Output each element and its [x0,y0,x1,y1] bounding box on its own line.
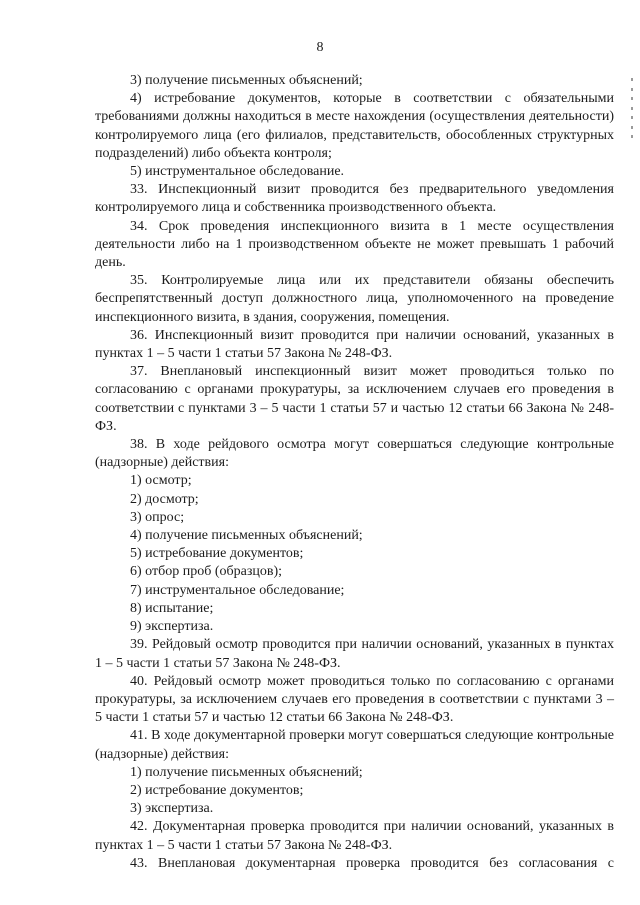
paragraph: 38. В ходе рейдового осмотра могут совершаться следующие контрольные (надзорные) действия: [95,437,614,471]
list-item: 3) экспертиза. [130,801,214,817]
document-body [95,72,614,873]
paragraph: 36. Инспекционный визит проводится при наличии оснований, указанных в пунктах 1 – 5 части 1 статьи 57 Закона № 248-ФЗ. [95,327,614,362]
paragraph: 4) истребование документов, которые в соответствии с обязательными требованиями должны находиться в месте нахождения (осуществления деятельности) контролируемого лица (его филиалов, представительств, обособленных структурных подразделений) либо объекта контроля; [95,91,614,161]
list-item: 8) испытание; [130,600,214,616]
paragraph: 41. В ходе документарной проверки могут совершаться следующие контрольные (надзорные) действия: [95,728,614,762]
paragraph: 33. Инспекционный визит проводится без предварительного уведомления контролируемого лица и собственника производственного объекта. [95,182,614,216]
paragraph: 3) получение письменных объяснений; [130,73,363,88]
list-item: 2) истребование документов; [130,782,304,798]
list-item: 3) опрос; [130,509,185,525]
page-number: 8 [316,40,324,55]
paragraph: 37. Внеплановый инспекционный визит может проводиться только по согласованию с органами прокуратуры, за исключением случаев его проведения в соответствии с пунктами 3 – 5 части 1 статьи 57 и частью 12 статьи 66 Закона № 248-ФЗ. [95,364,614,434]
list-item: 6) отбор проб (образцов); [130,564,283,580]
list-item: 4) получение письменных объяснений; [130,528,363,544]
paragraph: 34. Срок проведения инспекционного визита в 1 месте осуществления деятельности либо на 1 производственном объекте не может превышать 1 рабочий день. [95,218,614,271]
paragraph: 40. Рейдовый осмотр может проводиться только по согласованию с органами прокуратуры, за исключением случаев его проведения в соответствии с пунктами 3 – 5 части 1 статьи 57 и частью 12 статьи 66 Закона № 248-ФЗ. [95,673,614,726]
margin-scan-marks [628,78,636,138]
paragraph: 5) инструментальное обследование. [130,164,345,180]
list-item: 1) получение письменных объяснений; [130,764,363,780]
paragraph: 39. Рейдовый осмотр проводится при наличии оснований, указанных в пунктах 1 – 5 части 1 статьи 57 Закона № 248-ФЗ. [95,637,614,671]
list-item: 9) экспертиза. [130,619,214,635]
list-item: 2) досмотр; [130,491,199,507]
paragraph: 35. Контролируемые лица или их представители обязаны обеспечить беспрепятственный доступ должностного лица, уполномоченного на проведение инспекционного визита, в здания, сооружения, помещения. [95,273,614,325]
paragraph: 43. Внеплановая документарная проверка проводится без согласования с [130,855,614,871]
list-item: 7) инструментальное обследование; [130,582,345,598]
paragraph: 42. Документарная проверка проводится при наличии оснований, указанных в пунктах 1 – 5 части 1 статьи 57 Закона № 248-ФЗ. [95,819,614,853]
list-item: 5) истребование документов; [130,546,304,562]
list-item: 1) осмотр; [130,473,192,489]
